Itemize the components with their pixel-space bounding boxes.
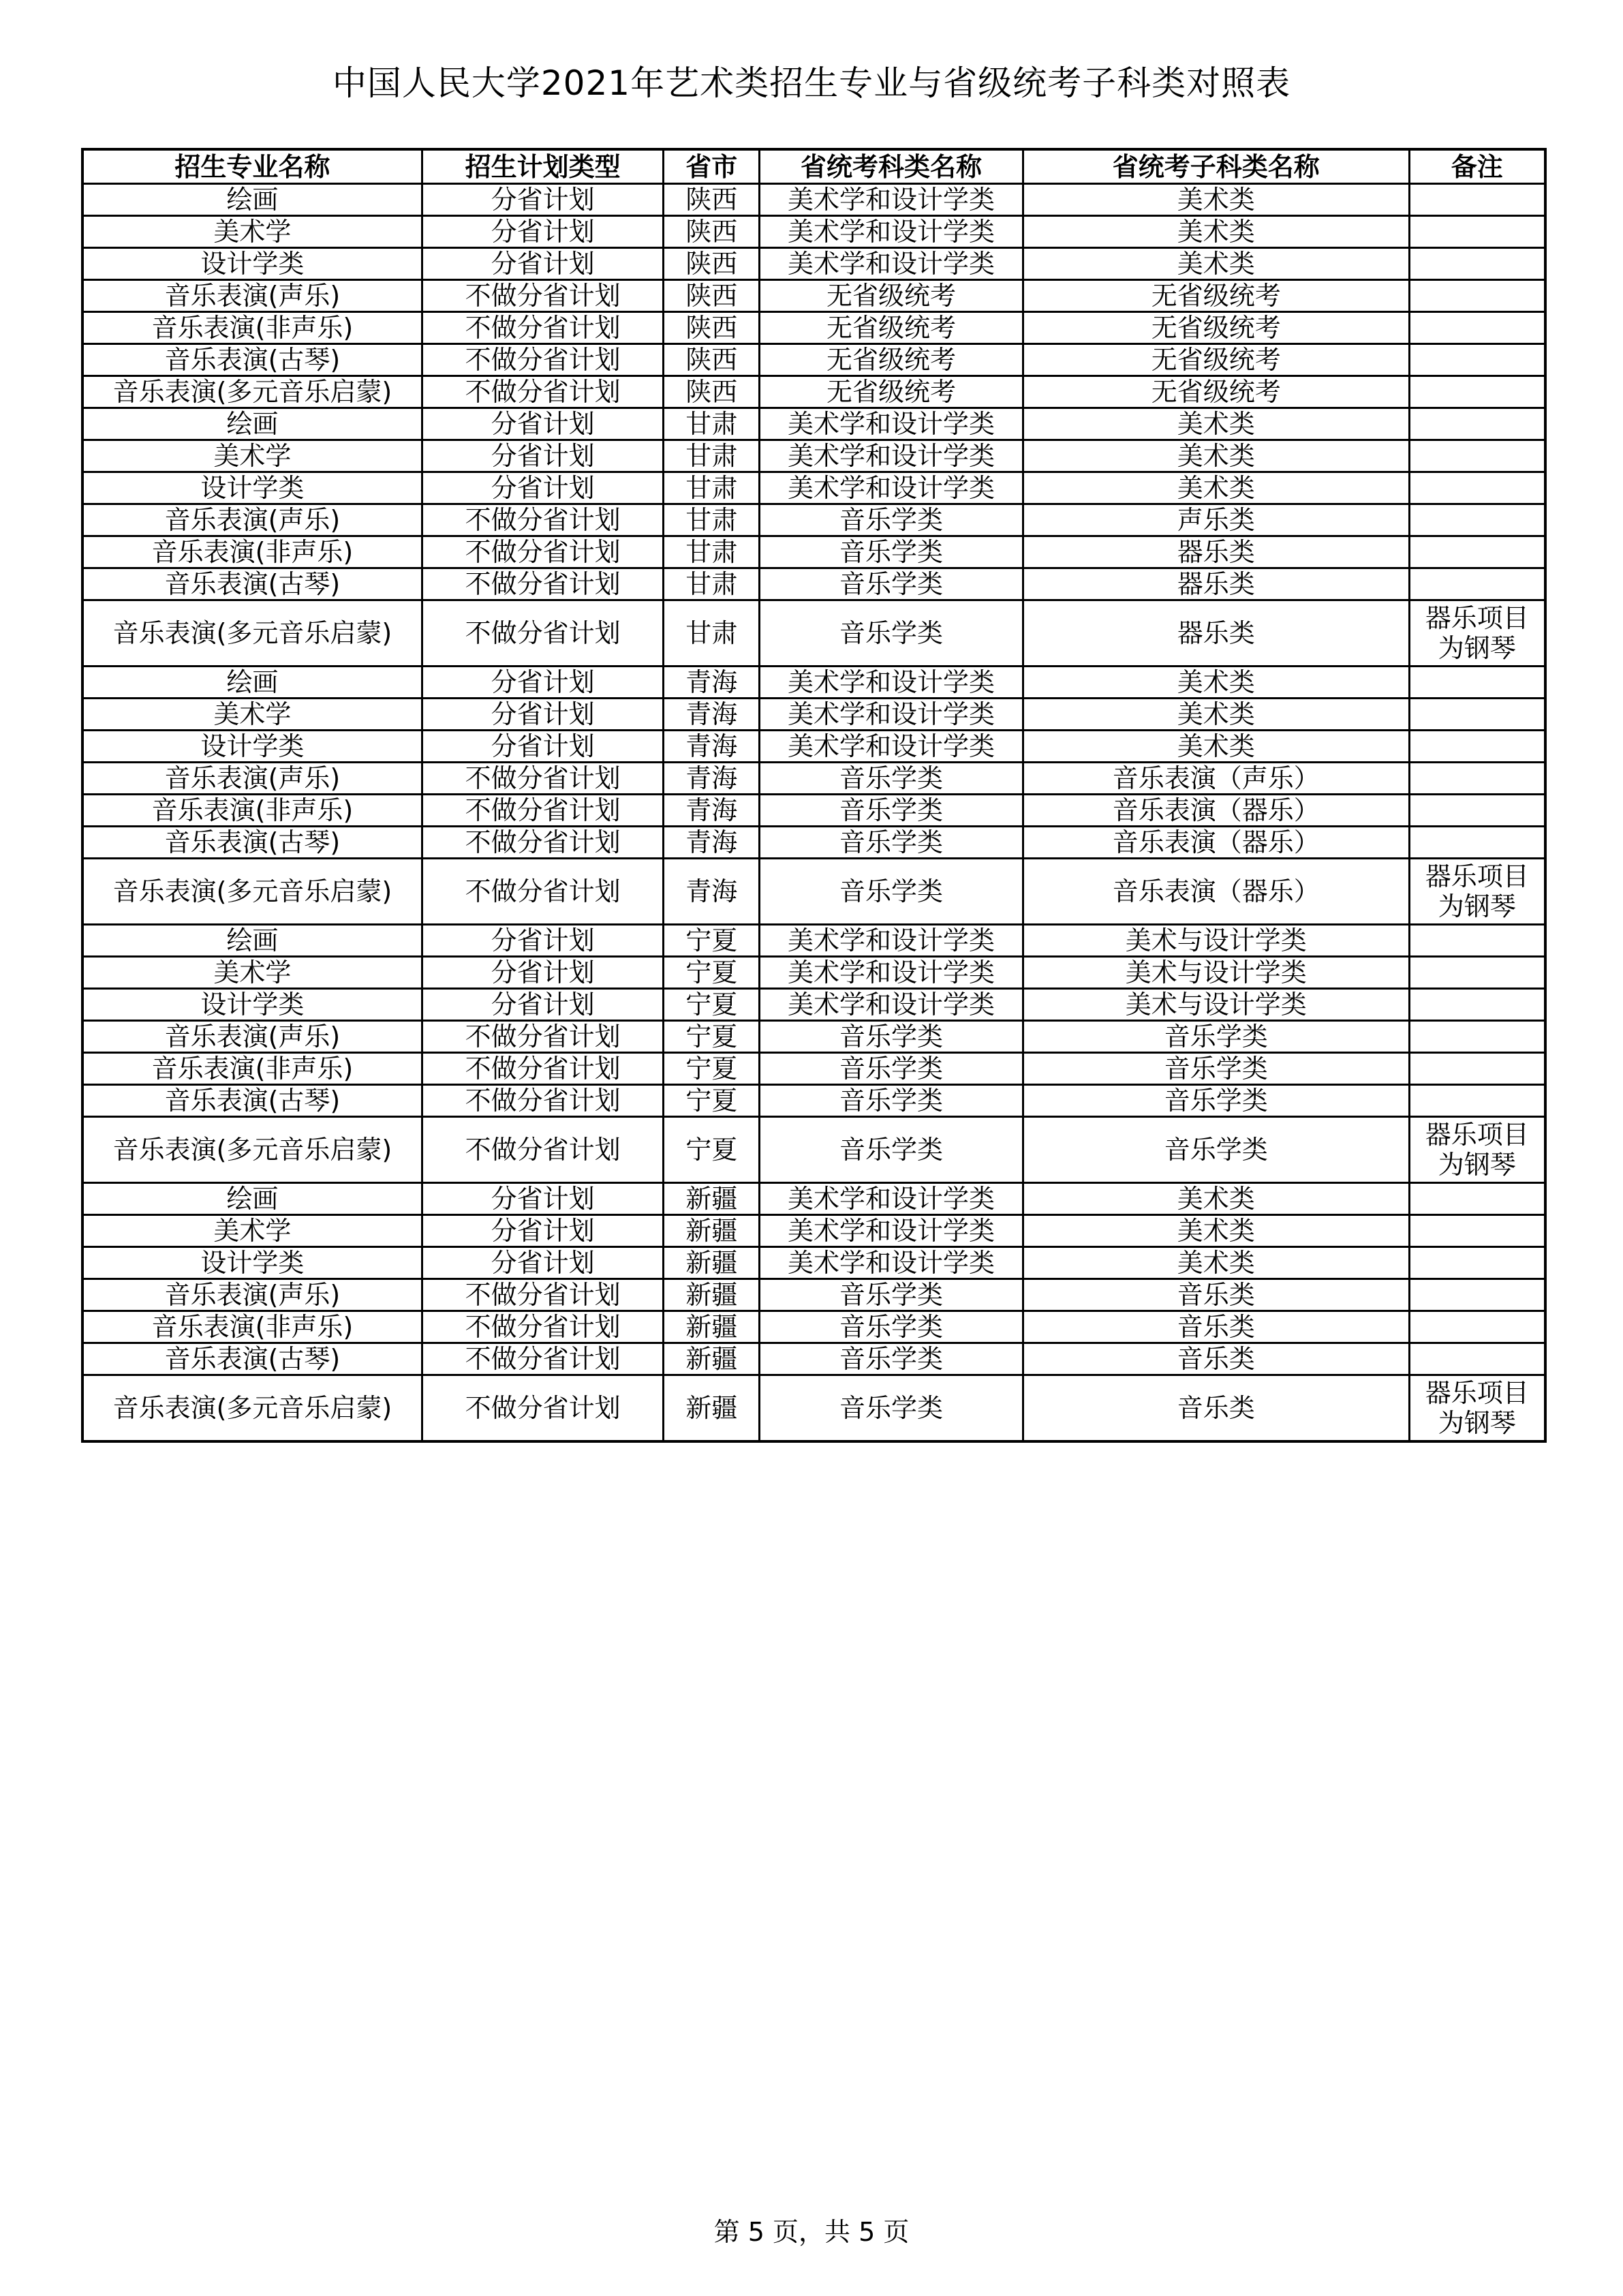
note-cell <box>1409 312 1545 344</box>
exam-category-cell: 美术学和设计学类 <box>760 216 1023 248</box>
major-cell: 设计学类 <box>82 731 422 763</box>
exam-category-cell: 美术学和设计学类 <box>760 1183 1023 1215</box>
table-body <box>82 184 1545 1442</box>
exam-category-cell: 美术学和设计学类 <box>760 440 1023 472</box>
note-cell <box>1409 1085 1545 1117</box>
exam-subcategory-cell: 音乐表演（器乐） <box>1023 827 1409 859</box>
exam-category-cell: 美术学和设计学类 <box>760 472 1023 504</box>
province-cell: 青海 <box>664 859 760 925</box>
major-cell: 绘画 <box>82 1183 422 1215</box>
note-cell <box>1409 1215 1545 1247</box>
exam-subcategory-cell: 无省级统考 <box>1023 376 1409 408</box>
exam-category-cell: 音乐学类 <box>760 795 1023 827</box>
table-row <box>82 667 1545 699</box>
province-cell: 宁夏 <box>664 1117 760 1183</box>
exam-subcategory-cell: 音乐学类 <box>1023 1021 1409 1053</box>
major-cell: 绘画 <box>82 408 422 440</box>
major-cell: 音乐表演(非声乐) <box>82 312 422 344</box>
major-cell: 美术学 <box>82 1215 422 1247</box>
exam-subcategory-cell: 器乐类 <box>1023 600 1409 667</box>
major-cell: 音乐表演(古琴) <box>82 344 422 376</box>
note-cell <box>1409 1343 1545 1375</box>
plan-type-cell: 不做分省计划 <box>422 763 664 795</box>
exam-category-cell: 美术学和设计学类 <box>760 731 1023 763</box>
exam-subcategory-cell: 美术类 <box>1023 1183 1409 1215</box>
province-cell: 甘肃 <box>664 440 760 472</box>
note-cell <box>1409 216 1545 248</box>
exam-category-cell: 音乐学类 <box>760 1375 1023 1442</box>
exam-category-cell: 美术学和设计学类 <box>760 699 1023 731</box>
exam-subcategory-cell: 音乐类 <box>1023 1279 1409 1311</box>
major-cell: 美术学 <box>82 440 422 472</box>
plan-type-cell: 不做分省计划 <box>422 795 664 827</box>
note-cell <box>1409 1311 1545 1343</box>
province-cell: 陕西 <box>664 376 760 408</box>
province-cell: 陕西 <box>664 216 760 248</box>
province-cell: 宁夏 <box>664 1053 760 1085</box>
table-row <box>82 344 1545 376</box>
table-row <box>82 1343 1545 1375</box>
table-row <box>82 989 1545 1021</box>
exam-subcategory-cell: 音乐学类 <box>1023 1117 1409 1183</box>
exam-subcategory-cell: 器乐类 <box>1023 536 1409 568</box>
province-cell: 甘肃 <box>664 504 760 536</box>
major-cell: 音乐表演(多元音乐启蒙) <box>82 376 422 408</box>
exam-category-cell: 音乐学类 <box>760 1279 1023 1311</box>
exam-category-cell: 美术学和设计学类 <box>760 957 1023 989</box>
province-cell: 宁夏 <box>664 989 760 1021</box>
plan-type-cell: 分省计划 <box>422 1215 664 1247</box>
exam-subcategory-cell: 美术类 <box>1023 216 1409 248</box>
province-cell: 新疆 <box>664 1311 760 1343</box>
major-cell: 音乐表演(古琴) <box>82 827 422 859</box>
table-row <box>82 472 1545 504</box>
note-cell: 器乐项目 为钢琴 <box>1409 1375 1545 1442</box>
major-cell: 音乐表演(声乐) <box>82 280 422 312</box>
mapping-table <box>81 148 1547 1443</box>
header-notes: 备注 <box>1409 149 1545 184</box>
note-cell <box>1409 925 1545 957</box>
table-row <box>82 600 1545 667</box>
major-cell: 音乐表演(多元音乐启蒙) <box>82 600 422 667</box>
major-cell: 音乐表演(非声乐) <box>82 536 422 568</box>
major-cell: 音乐表演(声乐) <box>82 1021 422 1053</box>
exam-subcategory-cell: 无省级统考 <box>1023 312 1409 344</box>
province-cell: 甘肃 <box>664 600 760 667</box>
note-cell <box>1409 536 1545 568</box>
exam-category-cell: 美术学和设计学类 <box>760 1247 1023 1279</box>
exam-subcategory-cell: 音乐表演（器乐） <box>1023 795 1409 827</box>
plan-type-cell: 分省计划 <box>422 957 664 989</box>
header-plan-type: 招生计划类型 <box>422 149 664 184</box>
table-row <box>82 859 1545 925</box>
header-major: 招生专业名称 <box>82 149 422 184</box>
province-cell: 青海 <box>664 827 760 859</box>
note-cell <box>1409 408 1545 440</box>
exam-category-cell: 音乐学类 <box>760 1053 1023 1085</box>
province-cell: 甘肃 <box>664 472 760 504</box>
province-cell: 宁夏 <box>664 1085 760 1117</box>
province-cell: 甘肃 <box>664 568 760 600</box>
note-cell <box>1409 184 1545 216</box>
exam-subcategory-cell: 音乐学类 <box>1023 1085 1409 1117</box>
table-row <box>82 1053 1545 1085</box>
plan-type-cell: 不做分省计划 <box>422 376 664 408</box>
major-cell: 设计学类 <box>82 989 422 1021</box>
table-row <box>82 568 1545 600</box>
plan-type-cell: 分省计划 <box>422 472 664 504</box>
province-cell: 新疆 <box>664 1343 760 1375</box>
table-row <box>82 827 1545 859</box>
province-cell: 陕西 <box>664 184 760 216</box>
exam-category-cell: 美术学和设计学类 <box>760 667 1023 699</box>
exam-subcategory-cell: 音乐表演（声乐） <box>1023 763 1409 795</box>
province-cell: 陕西 <box>664 312 760 344</box>
plan-type-cell: 分省计划 <box>422 925 664 957</box>
table-row <box>82 1021 1545 1053</box>
major-cell: 音乐表演(多元音乐启蒙) <box>82 1375 422 1442</box>
exam-category-cell: 美术学和设计学类 <box>760 989 1023 1021</box>
table-row <box>82 504 1545 536</box>
major-cell: 美术学 <box>82 699 422 731</box>
exam-subcategory-cell: 美术类 <box>1023 699 1409 731</box>
exam-category-cell: 无省级统考 <box>760 280 1023 312</box>
major-cell: 音乐表演(多元音乐启蒙) <box>82 1117 422 1183</box>
table-row <box>82 699 1545 731</box>
plan-type-cell: 分省计划 <box>422 699 664 731</box>
plan-type-cell: 不做分省计划 <box>422 1085 664 1117</box>
province-cell: 新疆 <box>664 1375 760 1442</box>
province-cell: 陕西 <box>664 280 760 312</box>
note-cell <box>1409 731 1545 763</box>
exam-category-cell: 音乐学类 <box>760 568 1023 600</box>
plan-type-cell: 不做分省计划 <box>422 344 664 376</box>
note-cell: 器乐项目 为钢琴 <box>1409 1117 1545 1183</box>
exam-category-cell: 美术学和设计学类 <box>760 1215 1023 1247</box>
province-cell: 新疆 <box>664 1279 760 1311</box>
table-row <box>82 1247 1545 1279</box>
table-row <box>82 312 1545 344</box>
exam-category-cell: 美术学和设计学类 <box>760 184 1023 216</box>
table-row <box>82 1117 1545 1183</box>
table-row <box>82 763 1545 795</box>
plan-type-cell: 分省计划 <box>422 440 664 472</box>
exam-subcategory-cell: 美术类 <box>1023 408 1409 440</box>
exam-category-cell: 音乐学类 <box>760 504 1023 536</box>
major-cell: 音乐表演(非声乐) <box>82 795 422 827</box>
header-exam-subcategory: 省统考子科类名称 <box>1023 149 1409 184</box>
table-header-row <box>82 149 1545 184</box>
exam-category-cell: 音乐学类 <box>760 1085 1023 1117</box>
exam-subcategory-cell: 美术与设计学类 <box>1023 957 1409 989</box>
plan-type-cell: 不做分省计划 <box>422 280 664 312</box>
plan-type-cell: 不做分省计划 <box>422 827 664 859</box>
table-row <box>82 536 1545 568</box>
note-cell <box>1409 795 1545 827</box>
note-cell <box>1409 472 1545 504</box>
plan-type-cell: 分省计划 <box>422 667 664 699</box>
note-cell <box>1409 344 1545 376</box>
note-cell: 器乐项目 为钢琴 <box>1409 859 1545 925</box>
province-cell: 宁夏 <box>664 925 760 957</box>
exam-subcategory-cell: 音乐学类 <box>1023 1053 1409 1085</box>
major-cell: 音乐表演(声乐) <box>82 504 422 536</box>
exam-subcategory-cell: 美术类 <box>1023 731 1409 763</box>
plan-type-cell: 不做分省计划 <box>422 1117 664 1183</box>
note-cell <box>1409 989 1545 1021</box>
exam-subcategory-cell: 美术与设计学类 <box>1023 925 1409 957</box>
plan-type-cell: 不做分省计划 <box>422 504 664 536</box>
exam-category-cell: 音乐学类 <box>760 1117 1023 1183</box>
exam-category-cell: 无省级统考 <box>760 344 1023 376</box>
table-row <box>82 280 1545 312</box>
plan-type-cell: 分省计划 <box>422 1183 664 1215</box>
note-cell <box>1409 1053 1545 1085</box>
major-cell: 音乐表演(古琴) <box>82 1085 422 1117</box>
note-cell <box>1409 248 1545 280</box>
major-cell: 设计学类 <box>82 248 422 280</box>
table-row <box>82 408 1545 440</box>
note-cell <box>1409 699 1545 731</box>
plan-type-cell: 分省计划 <box>422 184 664 216</box>
province-cell: 青海 <box>664 667 760 699</box>
exam-category-cell: 无省级统考 <box>760 312 1023 344</box>
exam-subcategory-cell: 美术类 <box>1023 667 1409 699</box>
plan-type-cell: 分省计划 <box>422 216 664 248</box>
exam-category-cell: 美术学和设计学类 <box>760 248 1023 280</box>
major-cell: 音乐表演(声乐) <box>82 763 422 795</box>
exam-category-cell: 美术学和设计学类 <box>760 925 1023 957</box>
plan-type-cell: 不做分省计划 <box>422 1279 664 1311</box>
exam-subcategory-cell: 美术类 <box>1023 1215 1409 1247</box>
province-cell: 宁夏 <box>664 1021 760 1053</box>
province-cell: 青海 <box>664 795 760 827</box>
exam-category-cell: 音乐学类 <box>760 1021 1023 1053</box>
major-cell: 美术学 <box>82 216 422 248</box>
plan-type-cell: 不做分省计划 <box>422 859 664 925</box>
exam-subcategory-cell: 美术与设计学类 <box>1023 989 1409 1021</box>
exam-subcategory-cell: 音乐类 <box>1023 1343 1409 1375</box>
exam-subcategory-cell: 美术类 <box>1023 472 1409 504</box>
exam-category-cell: 音乐学类 <box>760 827 1023 859</box>
plan-type-cell: 分省计划 <box>422 248 664 280</box>
major-cell: 音乐表演(古琴) <box>82 568 422 600</box>
province-cell: 宁夏 <box>664 957 760 989</box>
note-cell <box>1409 280 1545 312</box>
province-cell: 青海 <box>664 731 760 763</box>
plan-type-cell: 不做分省计划 <box>422 568 664 600</box>
major-cell: 美术学 <box>82 957 422 989</box>
exam-subcategory-cell: 美术类 <box>1023 184 1409 216</box>
table-row <box>82 1183 1545 1215</box>
exam-category-cell: 音乐学类 <box>760 600 1023 667</box>
note-cell <box>1409 376 1545 408</box>
exam-category-cell: 音乐学类 <box>760 1343 1023 1375</box>
exam-category-cell: 音乐学类 <box>760 763 1023 795</box>
note-cell <box>1409 504 1545 536</box>
province-cell: 甘肃 <box>664 536 760 568</box>
province-cell: 陕西 <box>664 248 760 280</box>
major-cell: 音乐表演(古琴) <box>82 1343 422 1375</box>
province-cell: 青海 <box>664 763 760 795</box>
exam-category-cell: 美术学和设计学类 <box>760 408 1023 440</box>
note-cell <box>1409 1279 1545 1311</box>
exam-subcategory-cell: 无省级统考 <box>1023 280 1409 312</box>
table-row <box>82 440 1545 472</box>
table-row <box>82 1085 1545 1117</box>
plan-type-cell: 不做分省计划 <box>422 1375 664 1442</box>
major-cell: 音乐表演(声乐) <box>82 1279 422 1311</box>
note-cell: 器乐项目 为钢琴 <box>1409 600 1545 667</box>
plan-type-cell: 分省计划 <box>422 1247 664 1279</box>
province-cell: 新疆 <box>664 1247 760 1279</box>
exam-subcategory-cell: 美术类 <box>1023 440 1409 472</box>
province-cell: 青海 <box>664 699 760 731</box>
plan-type-cell: 不做分省计划 <box>422 536 664 568</box>
major-cell: 绘画 <box>82 184 422 216</box>
exam-category-cell: 音乐学类 <box>760 536 1023 568</box>
province-cell: 新疆 <box>664 1183 760 1215</box>
note-cell <box>1409 667 1545 699</box>
note-cell <box>1409 1183 1545 1215</box>
table-row <box>82 731 1545 763</box>
plan-type-cell: 分省计划 <box>422 989 664 1021</box>
major-cell: 设计学类 <box>82 1247 422 1279</box>
province-cell: 甘肃 <box>664 408 760 440</box>
header-exam-category: 省统考科类名称 <box>760 149 1023 184</box>
table-row <box>82 1311 1545 1343</box>
plan-type-cell: 不做分省计划 <box>422 1311 664 1343</box>
document-title: 中国人民大学2021年艺术类招生专业与省级统考子科类对照表 <box>332 63 1291 103</box>
table-row <box>82 1215 1545 1247</box>
exam-category-cell: 无省级统考 <box>760 376 1023 408</box>
major-cell: 音乐表演(非声乐) <box>82 1311 422 1343</box>
note-cell <box>1409 440 1545 472</box>
exam-category-cell: 音乐学类 <box>760 1311 1023 1343</box>
note-cell <box>1409 957 1545 989</box>
exam-subcategory-cell: 美术类 <box>1023 248 1409 280</box>
exam-subcategory-cell: 音乐类 <box>1023 1311 1409 1343</box>
plan-type-cell: 不做分省计划 <box>422 600 664 667</box>
exam-subcategory-cell: 无省级统考 <box>1023 344 1409 376</box>
province-cell: 陕西 <box>664 344 760 376</box>
major-cell: 绘画 <box>82 667 422 699</box>
major-cell: 绘画 <box>82 925 422 957</box>
plan-type-cell: 不做分省计划 <box>422 1343 664 1375</box>
table-row <box>82 795 1545 827</box>
major-cell: 音乐表演(非声乐) <box>82 1053 422 1085</box>
major-cell: 设计学类 <box>82 472 422 504</box>
plan-type-cell: 不做分省计划 <box>422 1053 664 1085</box>
plan-type-cell: 不做分省计划 <box>422 312 664 344</box>
province-cell: 新疆 <box>664 1215 760 1247</box>
exam-subcategory-cell: 声乐类 <box>1023 504 1409 536</box>
table-row <box>82 248 1545 280</box>
plan-type-cell: 不做分省计划 <box>422 1021 664 1053</box>
header-province: 省市 <box>664 149 760 184</box>
table-row <box>82 376 1545 408</box>
exam-subcategory-cell: 器乐类 <box>1023 568 1409 600</box>
plan-type-cell: 分省计划 <box>422 731 664 763</box>
note-cell <box>1409 827 1545 859</box>
exam-subcategory-cell: 音乐类 <box>1023 1375 1409 1442</box>
note-cell <box>1409 763 1545 795</box>
table-row <box>82 216 1545 248</box>
table-row <box>82 1279 1545 1311</box>
exam-subcategory-cell: 美术类 <box>1023 1247 1409 1279</box>
table-row <box>82 184 1545 216</box>
table-row <box>82 1375 1545 1442</box>
note-cell <box>1409 1021 1545 1053</box>
major-cell: 音乐表演(多元音乐启蒙) <box>82 859 422 925</box>
plan-type-cell: 分省计划 <box>422 408 664 440</box>
note-cell <box>1409 568 1545 600</box>
table-row <box>82 957 1545 989</box>
exam-category-cell: 音乐学类 <box>760 859 1023 925</box>
exam-subcategory-cell: 音乐表演（器乐） <box>1023 859 1409 925</box>
note-cell <box>1409 1247 1545 1279</box>
page-footer: 第 5 页，共 5 页 <box>713 2217 910 2247</box>
table-row <box>82 925 1545 957</box>
